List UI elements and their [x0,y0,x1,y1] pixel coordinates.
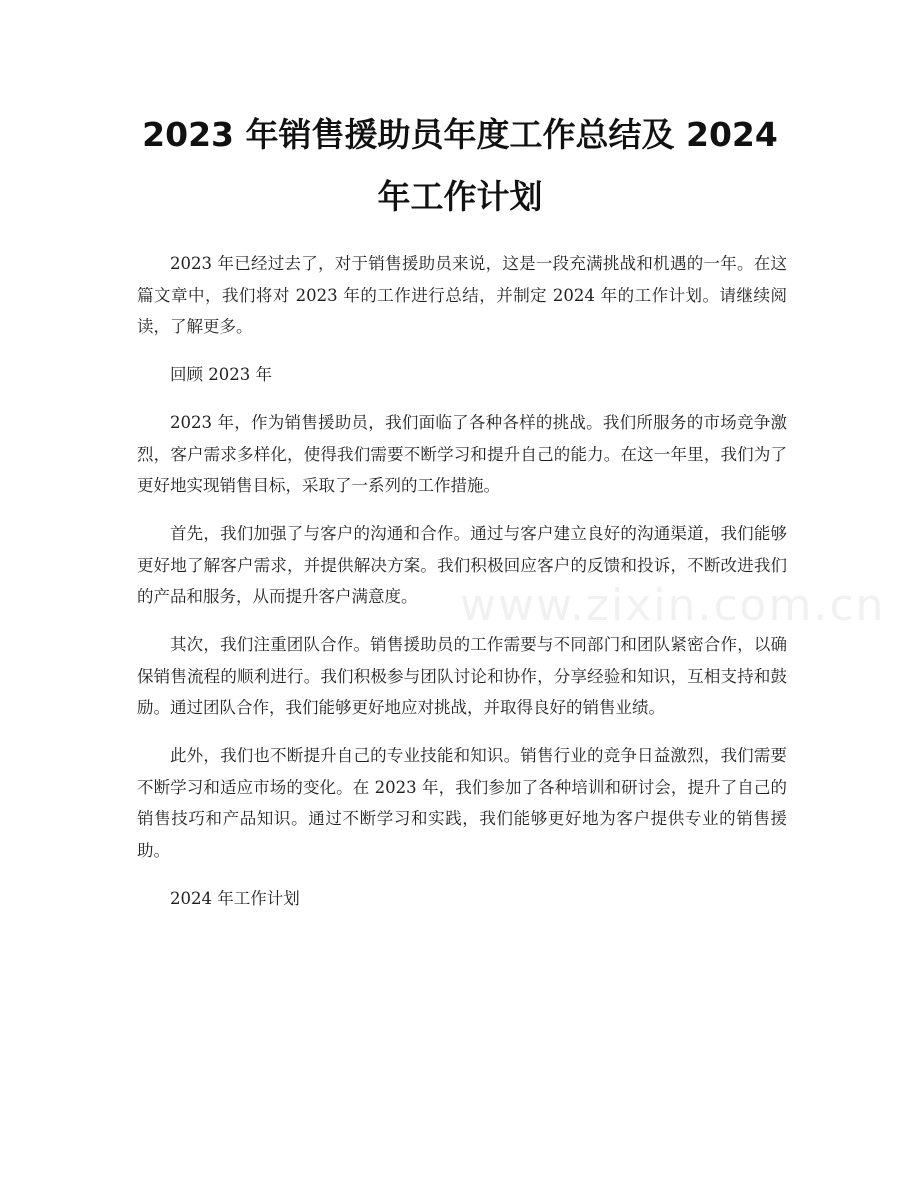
section-heading-review: 回顾 2023 年 [170,365,272,384]
teamwork-paragraph: 其次，我们注重团队合作。销售援助员的工作需要与不同部门和团队紧密合作，以确保销售流程的顺利进行。我们积极参与团队讨论和协作，分享经验和知识，互相支持和鼓励。通过团队合作，我们能够更好地应对挑战，并取得良好的销售业绩。 [137,635,787,717]
skills-paragraph: 此外，我们也不断提升自己的专业技能和知识。销售行业的竞争日益激烈，我们需要不断学习和适应市场的变化。在 2023 年，我们参加了各种培训和研讨会，提升了自己的销售技巧和产品知识。通过不断学习和实践，我们能够更好地为客户提供专业的销售援助。 [137,746,787,860]
document-body [137,248,787,931]
section-heading-plan: 2024 年工作计划 [170,888,300,908]
document-title: 2023 年销售援助员年度工作总结及 2024 年工作计划 [142,115,778,216]
communication-paragraph: 首先，我们加强了与客户的沟通和合作。通过与客户建立良好的沟通渠道，我们能够更好地了解客户需求，并提供解决方案。我们积极回应客户的反馈和投诉，不断改进我们的产品和服务，从而提升客户满意度。 [137,524,787,606]
review-paragraph: 2023 年，作为销售援助员，我们面临了各种各样的挑战。我们所服务的市场竞争激烈，客户需求多样化，使得我们需要不断学习和提升自己的能力。在这一年里，我们为了更好地实现销售目标，采取了一系列的工作措施。 [137,413,787,495]
intro-paragraph: 2023 年已经过去了，对于销售援助员来说，这是一段充满挑战和机遇的一年。在这篇文章中，我们将对 2023 年的工作进行总结，并制定 2024 年的工作计划。请继续阅读，了解更多。 [137,254,787,336]
watermark: www.zixin.com.cn [460,580,886,631]
